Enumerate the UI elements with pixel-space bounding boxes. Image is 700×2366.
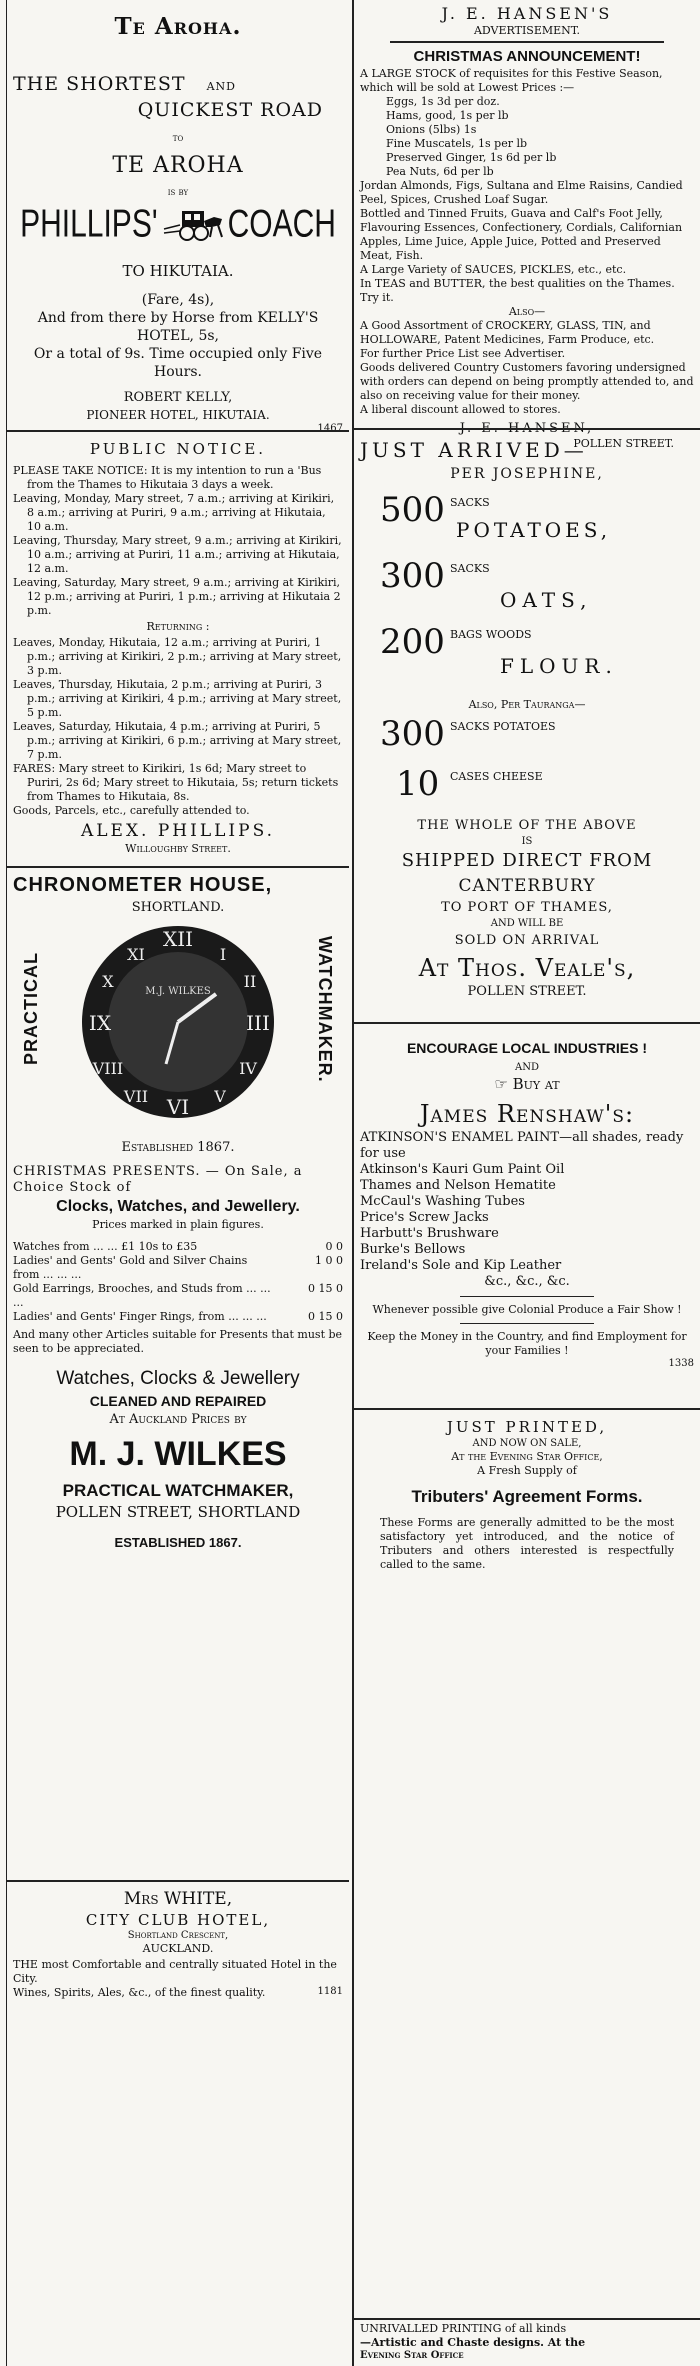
hansen-advertisement: ADVERTISEMENT. — [473, 24, 580, 37]
price-row: Gold Earrings, Brooches, and Studs from ... ... ... 0 15 0 — [13, 1282, 343, 1309]
svg-text:VIII: VIII — [92, 1059, 124, 1078]
whole-of-above: THE WHOLE OF THE ABOVE — [417, 818, 637, 833]
arrival-unit: SACKS — [450, 496, 490, 509]
mrs-white-name: Mrs WHITE, — [123, 1889, 233, 1909]
christmas-announcement: CHRISTMAS ANNOUNCEMENT! — [413, 48, 641, 65]
svg-text:II: II — [243, 972, 257, 991]
list-item: ATKINSON'S ENAMEL PAINT—all shades, ready for use — [360, 1130, 684, 1161]
return-line-3: Leaves, Saturday, Hikutaia, 4 p.m.; arriving at Puriri, 5 p.m.; arriving at Kirikiri, 6 p.m.; arriving at Mary street, 7 p.m. — [13, 720, 342, 761]
phillips-text: PHILLIPS' — [20, 202, 158, 246]
renshaw-item-list — [360, 1130, 694, 1290]
clock-illustration — [13, 922, 343, 1122]
per-tauranga: Also, Per Tauranga— — [468, 698, 586, 711]
shortest-text: THE SHORTEST — [13, 73, 186, 95]
unrivalled-line-1: UNRIVALLED PRINTING of all kinds — [360, 2322, 567, 2335]
list-item: Preserved Ginger, 1s 6d per lb — [386, 151, 557, 164]
hansen-paragraph: Goods delivered Country Customers favoring undersigned with orders can depend on being promptly attended to, and also on receiving value for their money. — [360, 361, 694, 402]
divider — [7, 1880, 349, 1882]
fresh-supply: A Fresh Supply of — [477, 1464, 577, 1477]
coach-text: COACH — [227, 202, 336, 246]
hansen-intro: A LARGE STOCK of requisites for this Festive Season, which will be sold at Lowest Prices :— — [360, 67, 663, 94]
is-by-text: is by — [167, 187, 189, 198]
svg-text:X: X — [102, 972, 114, 991]
list-item: &c., &c., &c. — [484, 1274, 570, 1289]
leaving-line-2: Leaving, Thursday, Mary street, 9 a.m.; arriving at Kirikiri, 10 a.m.; arriving at Puriri, 11 a.m.; arriving at Hikutaia, 12 a.m. — [13, 534, 342, 575]
hansen-title: J. E. HANSEN'S — [441, 4, 613, 23]
arrival-qty: 200 — [380, 622, 445, 662]
now-on-sale: AND NOW ON SALE, — [472, 1438, 582, 1449]
established-1867-bold: ESTABLISHED 1867. — [114, 1535, 242, 1550]
price-row: Ladies' and Gents' Gold and Silver Chains from ... ... ... 1 0 0 — [13, 1254, 343, 1281]
thos-veale: At Thos. Veale's, — [418, 954, 636, 982]
mrs-white-ref: 1181 — [317, 1986, 343, 1997]
arrival-item: FLOUR. — [500, 654, 618, 678]
svg-text:VII: VII — [123, 1087, 149, 1106]
divider — [354, 1022, 700, 1024]
clock-face-icon — [78, 922, 278, 1122]
hansen-street: POLLEN STREET. — [573, 437, 674, 450]
will-be-text: AND WILL BE — [490, 918, 564, 929]
shortest-line — [13, 72, 343, 97]
returning-heading: Returning : — [146, 620, 210, 633]
svg-text:I: I — [219, 945, 227, 964]
arrival-list — [360, 492, 694, 694]
hansen-paragraph: A liberal discount allowed to stores. — [360, 403, 561, 416]
arrival-qty: 300 — [380, 556, 445, 596]
renshaw-ad — [354, 1030, 700, 1390]
to-text: to — [172, 133, 184, 144]
willoughby-street: Willoughby Street. — [125, 842, 231, 855]
quickest-road: QUICKEST ROAD — [137, 99, 323, 121]
alex-phillips: ALEX. PHILLIPS. — [80, 821, 276, 841]
svg-text:IV: IV — [239, 1059, 257, 1078]
tributers-body: These Forms are generally admitted to be the most satisfactory yet introduced, and the notice of Tributers and others interested is respectfully called to the same. — [380, 1516, 674, 1571]
unrivalled-line-2: —Artistic and Chaste designs. At the — [360, 2336, 586, 2349]
many-articles: And many other Articles suitable for Presents that must be seen to be appreciated. — [13, 1328, 343, 1355]
unrivalled-line-3: Evening Star Office — [360, 2350, 464, 2361]
arrival-row — [360, 492, 694, 558]
evening-star-office: At the Evening Star Office, — [451, 1450, 603, 1463]
just-printed-ad — [354, 1416, 700, 1606]
and-text: and — [206, 75, 236, 94]
leaving-line-3: Leaving, Saturday, Mary street, 9 a.m.; arriving at Kirikiri, 12 p.m.; arriving at Puriri, 1 p.m.; arriving at Hikutaia 2 p.m. — [13, 576, 341, 617]
arrival-row — [360, 558, 694, 624]
divider — [354, 428, 700, 430]
pollen-street-shortland: POLLEN STREET, SHORTLAND — [55, 1503, 301, 1521]
watchmaker-side-text: WATCHMAKER. — [315, 936, 335, 1083]
kelly-name: ROBERT KELLY, — [123, 390, 233, 405]
list-item: Hams, good, 1s per lb — [386, 109, 509, 122]
divider — [460, 1296, 594, 1297]
cleaned-repaired: CLEANED AND REPAIRED — [89, 1393, 267, 1409]
list-item: Harbutt's Brushware — [360, 1226, 499, 1241]
te-aroha-heading: Te Aroha. — [114, 13, 242, 40]
just-arrived-title: JUST ARRIVED— — [360, 438, 588, 462]
public-notice-title: PUBLIC NOTICE. — [89, 440, 267, 458]
also-text: Also— — [508, 305, 546, 318]
arrival-qty: 500 — [380, 490, 445, 530]
hansen-paragraph: In TEAS and BUTTER, the best qualities on the Thames. Try it. — [360, 277, 675, 304]
repair-heading: Watches, Clocks & Jewellery — [56, 1368, 300, 1389]
divider — [354, 1408, 700, 1410]
list-item: Onions (5lbs) 1s — [386, 123, 477, 136]
svg-text:III: III — [246, 1011, 270, 1035]
phillips-coach-banner — [13, 202, 343, 246]
fare-text: (Fare, 4s), — [141, 292, 215, 308]
clock-maker-text: M.J. WILKES — [145, 986, 211, 997]
svg-text:XII: XII — [162, 927, 194, 951]
leaving-line-1: Leaving, Monday, Mary street, 7 a.m.; arriving at Kirikiri, 8 a.m.; arriving at Puriri, 9 a.m.; arriving at Hikutaia, 10 a.m. — [13, 492, 335, 533]
list-item: Burke's Bellows — [360, 1242, 466, 1257]
te-aroha-ad — [7, 12, 349, 434]
encourage-local: ENCOURAGE LOCAL INDUSTRIES ! — [406, 1040, 648, 1056]
arrival-row — [360, 716, 694, 766]
arrival-unit: BAGS WOODS — [450, 628, 532, 641]
return-line-2: Leaves, Thursday, Hikutaia, 2 p.m.; arriving at Puriri, 3 p.m.; arriving at Kirikiri, 4 p.m.; arriving at Mary street, 5 p.m. — [13, 678, 342, 719]
te-aroha-ref: 1467 — [317, 423, 343, 434]
list-item: Fine Muscatels, 1s per lb — [386, 137, 528, 150]
list-item: Price's Screw Jacks — [360, 1210, 489, 1225]
city-club-hotel: CITY CLUB HOTEL, — [85, 1911, 271, 1929]
price-list — [13, 1240, 343, 1324]
arrival-unit: SACKS — [450, 562, 490, 575]
shortland-text: SHORTLAND. — [131, 900, 225, 915]
from-there-text: And from there by Horse from KELLY'S HOTEL, 5s, — [37, 310, 319, 344]
divider — [7, 430, 349, 432]
arrival-qty: 300 — [380, 714, 445, 754]
arrival-item: OATS, — [500, 588, 593, 612]
and-text: AND — [515, 1062, 539, 1073]
return-line-1: Leaves, Monday, Hikutaia, 12 a.m.; arriving at Puriri, 1 p.m.; arriving at Kirikiri, 2 p.m.; arriving at Mary street, 3 p.m. — [13, 636, 342, 677]
clocks-watches-jewellery: Clocks, Watches, and Jewellery. — [56, 1198, 300, 1215]
tributers-forms: Tributers' Agreement Forms. — [411, 1487, 643, 1506]
arrival-unit: CASES CHEESE — [450, 770, 543, 783]
arrival-item: POTATOES, — [456, 518, 612, 542]
list-item: Atkinson's Kauri Gum Paint Oil — [360, 1162, 565, 1177]
mrs-white-ad — [7, 1888, 349, 1999]
buy-at-row — [360, 1074, 694, 1094]
hansen-paragraph: Jordan Almonds, Figs, Sultana and Elme Raisins, Candied Peel, Spices, Crushed Loaf Sugar. — [360, 179, 683, 206]
pioneer-hotel: PIONEER HOTEL, HIKUTAIA. — [86, 408, 270, 422]
fares-line: FARES: Mary street to Kirikiri, 1s 6d; Mary street to Puriri, 2s 6d; Mary street to Hikutaia, 5s; return tickets from Thames to Hikutaia, 8s. — [13, 762, 339, 803]
whenever-text: Whenever possible give Colonial Produce a Fair Show ! — [372, 1303, 682, 1316]
just-printed-title: JUST PRINTED, — [446, 1418, 608, 1436]
right-column — [352, 0, 700, 2366]
svg-text:IX: IX — [88, 1011, 112, 1035]
list-item: Ireland's Sole and Kip Leather — [360, 1258, 562, 1273]
veale-street: POLLEN STREET. — [467, 984, 587, 999]
divider — [7, 866, 349, 868]
svg-text:V: V — [214, 1087, 226, 1106]
shipped-direct: SHIPPED DIRECT FROM — [401, 850, 653, 871]
hansen-paragraph: Bottled and Tinned Fruits, Guava and Calf's Foot Jelly, Flavouring Essences, Confectionery, Cordials, Californian Apples, Lime Juice, Apple Juice, Potted and Preserved Meat, Fish. — [360, 207, 683, 262]
arrival-row — [360, 766, 694, 816]
svg-text:XI: XI — [127, 945, 145, 964]
mrs-white-body: THE most Comfortable and centrally situated Hotel in the City. — [13, 1958, 337, 1985]
pointing-hand-icon: ☞ — [494, 1075, 508, 1093]
to-hikutaia: TO HIKUTAIA. — [122, 262, 234, 280]
arrival-row — [360, 624, 694, 694]
renshaw-ref: 1338 — [668, 1358, 694, 1369]
arrival-unit: SACKS POTATOES — [450, 720, 556, 733]
established-1867: Established 1867. — [121, 1140, 235, 1155]
per-josephine: PER JOSEPHINE, — [450, 466, 604, 482]
xmas-presents: CHRISTMAS PRESENTS. — On Sale, a Choice Stock of — [13, 1164, 303, 1195]
hansen-paragraph: For further Price List see Advertiser. — [360, 347, 566, 360]
just-arrived-ad — [354, 436, 700, 999]
hansen-item-list — [360, 95, 694, 179]
goods-line: Goods, Parcels, etc., carefully attended to. — [13, 804, 250, 817]
keep-money-text: Keep the Money in the Country, and find Employment for your Families ! — [367, 1330, 687, 1357]
arrival-qty: 10 — [396, 764, 440, 804]
svg-text:VI: VI — [166, 1095, 190, 1119]
chronometer-title: CHRONOMETER HOUSE, — [13, 874, 273, 896]
coach-icon — [160, 205, 226, 245]
price-row: Ladies' and Gents' Finger Rings, from ... ... ... 0 15 0 — [13, 1310, 343, 1323]
divider — [460, 1323, 594, 1324]
shortland-crescent: Shortland Crescent, — [127, 1930, 229, 1941]
port-of-thames: TO PORT OF THAMES, — [441, 900, 613, 915]
public-notice-intro: PLEASE TAKE NOTICE: It is my intention to run a 'Bus from the Thames to Hikutaia 3 days a week. — [13, 464, 322, 491]
divider — [390, 41, 664, 43]
list-item: Thames and Nelson Hematite — [360, 1178, 556, 1193]
practical-side-text: PRACTICAL — [21, 952, 41, 1065]
wines-text: Wines, Spirits, Ales, &c., of the finest quality. — [13, 1986, 266, 1999]
practical-watchmaker: PRACTICAL WATCHMAKER, — [62, 1481, 294, 1500]
total-text: Or a total of 9s. Time occupied only Five Hours. — [33, 346, 323, 380]
buy-at-text: Buy at — [512, 1075, 560, 1093]
renshaw-name: James Renshaw's: — [419, 1100, 635, 1128]
hansen-signature: J. E. HANSEN, — [459, 421, 595, 436]
left-column — [6, 0, 349, 2366]
plain-figures: Prices marked in plain figures. — [92, 1218, 264, 1231]
public-notice-ad — [7, 438, 349, 862]
te-aroha-place: TE AROHA — [112, 153, 244, 178]
hansen-paragraph: A Good Assortment of CROCKERY, GLASS, TIN, and HOLLOWARE, Patent Medicines, Farm Produce, etc. — [360, 319, 655, 346]
chronometer-house-ad — [7, 872, 349, 1882]
auckland-prices: At Auckland Prices by — [109, 1412, 247, 1427]
list-item: Pea Nuts, 6d per lb — [386, 165, 494, 178]
list-item: Eggs, 1s 3d per doz. — [386, 95, 500, 108]
divider — [354, 2318, 700, 2320]
auckland-text: AUCKLAND. — [142, 1942, 214, 1955]
unrivalled-printing-ad — [354, 2322, 700, 2366]
wilkes-name: M. J. WILKES — [69, 1435, 287, 1473]
canterbury-text: CANTERBURY — [458, 876, 596, 896]
wines-row — [13, 1986, 343, 2000]
is-text: IS — [521, 836, 533, 847]
price-row: Watches from ... ... £1 10s to £35 0 0 — [13, 1240, 343, 1253]
hansen-paragraph: A Large Variety of SAUCES, PICKLES, etc., etc. — [360, 263, 627, 276]
list-item: McCaul's Washing Tubes — [360, 1194, 525, 1209]
sold-on-arrival: SOLD ON ARRIVAL — [454, 933, 600, 948]
